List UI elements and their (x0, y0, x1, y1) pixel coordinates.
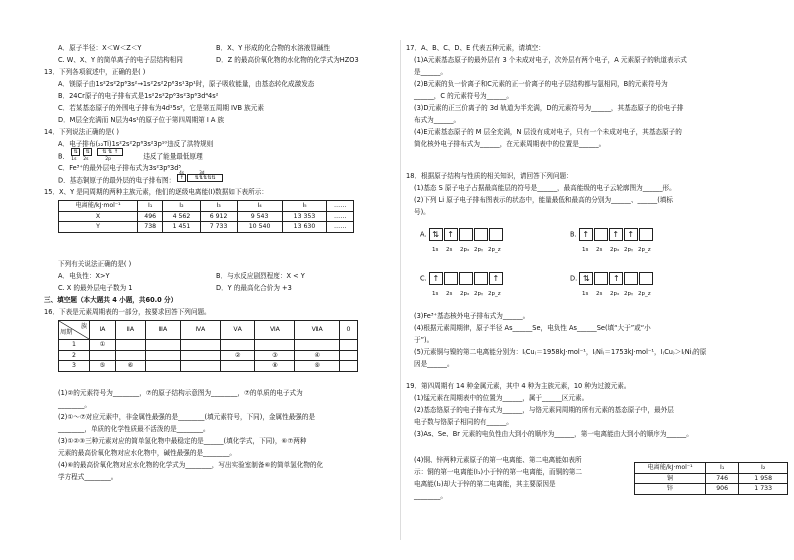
table-cell: 906 (706, 484, 739, 495)
q16-line-1: (1)②的元素符号为________，⑦的原子结构示意图为________，⑦的单质的电子式为 (58, 389, 303, 397)
table-cell (146, 361, 181, 372)
table-header-row (635, 463, 788, 474)
table-corner-cell (59, 321, 90, 340)
q14-b-orbitals: ⇅ ⇅ ⇅ ⇅ ↑ 1s 2s 2p (71, 152, 141, 161)
table-header-cell: I₂ (163, 201, 200, 212)
q15-option-b: B．与水反应剧烈程度：X < Y (216, 272, 305, 280)
q17-line-7: (4)E元素基态原子的 M 层全充满，N 层没有成对电子，只有一个未成对电子，其基态原子的 (414, 128, 682, 136)
table-cell: ② (220, 350, 255, 361)
orbital-label: 2p_z (638, 291, 651, 297)
q19-line-4: (3)As、Se、Br 元素的电负性由大到小的顺序为______，第一电离能由大到小的顺序为______。 (414, 430, 693, 438)
orbital-label: 1s (432, 247, 439, 253)
q17-line-2: 是______。 (414, 68, 447, 76)
table-cell (180, 340, 220, 351)
q18-part-5-cont: 因是______。 (414, 360, 454, 368)
table-cell: …… (327, 211, 354, 222)
q13-option-c: C．若某基态原子的外围电子排布为4d¹5s²，它是第五周期 IVB 族元素 (58, 104, 264, 112)
q14-d-orbitals: 4s 3d ↑ ⇅⇅⇅⇅⇅ (177, 176, 225, 185)
q15-option-a: A．电负性：X>Y (58, 272, 110, 280)
table-cell (146, 340, 181, 351)
q19-line-1: (1)锰元素在周期表中的位置为______，属于______区元素。 (414, 394, 589, 402)
q16-line-8: 学方程式________。 (58, 473, 118, 481)
q12-option-b: B．X、Y 形成的化合物的水溶液显碱性 (216, 44, 331, 52)
orbital-label: 2p_z (638, 247, 651, 253)
option-letter: C. (420, 274, 427, 283)
orbital-label: 2pₓ (460, 291, 470, 297)
orbital-option-b (570, 228, 654, 241)
table-row (59, 211, 354, 222)
group-header: ⅥA (255, 321, 295, 340)
group-header: ⅤA (220, 321, 255, 340)
table-cell (339, 361, 357, 372)
q14-option-a: A．电子排布(₂₂Ti)1s²2s²2p⁶3s²3p¹⁰违反了洪特规则 (58, 140, 214, 148)
table-header-cell: I₁ (138, 201, 163, 212)
orbital-box (594, 272, 608, 285)
q14-option-d (58, 170, 225, 186)
q15-stem: 15．X、Y 是同周期的两种主族元素，他们的逐级电离能(I)数据如下表所示： (44, 188, 268, 196)
q18-part-4: (4)根据元素周期律，原子半径 As______Se，电负性 As______Se(填“大于”或“小 (414, 324, 651, 332)
orbital-box (594, 228, 608, 241)
q18-part-4-cont: 于”)。 (414, 336, 434, 344)
q18-line-1: (1)基态 S 原子电子占据最高能层的符号是______，最高能级的电子云轮廓图为______形。 (414, 184, 676, 192)
corner-period-label: 周期 (60, 329, 73, 337)
q16-periodic-table (58, 320, 358, 372)
q17-line-6: 布式为______。 (414, 116, 461, 124)
q17-stem: 17．A、B、C、D、E 代表五种元素，请填空： (406, 44, 545, 52)
orbital-box (474, 272, 488, 285)
orbital-box: ↑ (579, 228, 593, 241)
q14-b-sub-2p: 2p (105, 157, 111, 162)
q13-option-b: B．24Cr原子的电子排布式是1s²2s²2p⁶3s²3p⁶3d⁴4s² (58, 92, 219, 100)
table-cell: 4 562 (163, 211, 200, 222)
orbital-label: 2pᵧ (474, 291, 484, 297)
q18-line-2: (2)下列 Li 原子电子排布图表示的状态中，能量最低和最高的分别为______、______(填标 (414, 196, 673, 204)
orbital-label: 2p_z (488, 247, 501, 253)
q19-part4-line-1: (4)铜、锌两种元素原子的第一电离能、第二电离能如表所 (414, 456, 582, 464)
orbital-labels-b (582, 246, 652, 256)
table-cell: 9 543 (237, 211, 282, 222)
table-header-row (59, 201, 354, 212)
table-cell: 铜 (635, 473, 706, 484)
group-header: 0 (339, 321, 357, 340)
q19-line-2: (2)基态铬原子的电子排布式为______，与铬元素同周期的所有元素的基态原子中，最外层 (414, 406, 674, 414)
q13-option-a: A．镁原子由1s²2s²2p⁶3s²→1s²2s²2p⁶3s¹3p¹时，原子吸收能量，由基态转化成激发态 (58, 80, 315, 88)
orbital-label: 1s (432, 291, 439, 297)
table-cell: ⑨ (295, 361, 339, 372)
q18-part-3: (3)Fe³⁺基态核外电子排布式为______。 (414, 312, 530, 320)
table-cell: 锌 (635, 484, 706, 495)
table-cell: 13 353 (282, 211, 327, 222)
orbital-label: 2s (596, 247, 603, 253)
q14-stem: 14．下列说法正确的是( ) (44, 128, 119, 136)
orbital-label: 1s (582, 291, 589, 297)
period-label: 1 (59, 340, 90, 351)
q17-line-3: (2)B元素的负一价离子和C元素的正一价离子的电子层结构都与氩相同，B的元素符号为 (414, 80, 668, 88)
period-label: 3 (59, 361, 90, 372)
orbital-box: ↑ (489, 272, 503, 285)
orbital-box (624, 272, 638, 285)
orbital-box (474, 228, 488, 241)
option-letter: B. (570, 230, 577, 239)
q19-stem: 19．第四周期有 14 种金属元素，其中 4 种为主族元素，10 种为过渡元素。 (406, 382, 631, 390)
q18-part-5: (5)元素铜与镍的第二电离能分别为：I₍Cu₎＝1958kJ·mol⁻¹，I₍Ni₎＝1753kJ·mol⁻¹，I₍Cu₎＞I₍Ni₎的原 (414, 348, 707, 356)
q16-line-3: (2)①～⑦对应元素中，非金属性最强的是________(填元素符号，下同)，金属性最强的是 (58, 413, 316, 421)
orbital-box: ↑ (624, 228, 638, 241)
q13-stem: 13．下列各项叙述中，正确的是( ) (44, 68, 146, 76)
table-cell: ⑥ (115, 361, 145, 372)
table-cell: 1 958 (739, 473, 788, 484)
orbital-labels-c (432, 290, 502, 300)
orbital-label: 2pₓ (460, 247, 470, 253)
q17-line-5: (3)D元素的正三价离子的 3d 轨道为半充满，D的元素符号为______，其基态原子的价电子排 (414, 104, 684, 112)
orbital-box (459, 228, 473, 241)
q16-line-5: (3)①②③三种元素对应的简单氢化物中最稳定的是______(填化学式，下同)，⑥⑦两种 (58, 437, 307, 445)
column-divider (400, 40, 401, 540)
table-cell: 746 (706, 473, 739, 484)
q14-b-text: 违反了能量最低原理 (143, 152, 203, 161)
table-cell: ③ (255, 350, 295, 361)
table-cell (180, 350, 220, 361)
table-header-cell: I₄ (237, 201, 282, 212)
orbital-label: 2s (596, 291, 603, 297)
q14-option-c: C．Fe³⁺的最外层电子排布式为3s²3p⁶3d⁵ (58, 164, 182, 172)
table-cell: 10 540 (237, 222, 282, 233)
q14-d-sub-4s: 4s (179, 170, 184, 175)
orbital-label: 2pₓ (610, 291, 620, 297)
q17-line-1: (1)A元素基态原子的最外层有 3 个未成对电子，次外层有两个电子，A 元素原子的轨道表示式 (414, 56, 687, 64)
q12-option-a: A．原子半径：X＜W＜Z＜Y (58, 44, 142, 52)
q15-option-d: D．Y 的最高化合价为 +3 (216, 284, 292, 292)
group-header: ⅣA (180, 321, 220, 340)
table-cell (180, 361, 220, 372)
orbital-labels-d (582, 290, 652, 300)
q19-part4-line-3: 电离能(I₂)却大于锌的第二电离能，其主要原因是 (414, 480, 556, 488)
table-cell (339, 350, 357, 361)
q16-line-4: ________，单质的化学性质最不活泼的是________。 (58, 425, 210, 433)
q14-b-prefix: B． (58, 152, 70, 161)
table-cell (255, 340, 295, 351)
table-row (59, 222, 354, 233)
table-cell: 7 733 (200, 222, 237, 233)
orbital-label: 2s (446, 291, 453, 297)
table-cell (115, 340, 145, 351)
orbital-label: 1s (582, 247, 589, 253)
q16-line-7: (4)⑥的最高价氧化物对应水化物的化学式为________，写出实验室制备⑥的简单氢化物的化 (58, 461, 324, 469)
orbital-label: 2pᵧ (474, 247, 484, 253)
orbital-box (489, 228, 503, 241)
q19-part4-line-2: 示：铜的第一电离能(I₁)小于锌的第一电离能，而铜的第二 (414, 468, 582, 476)
table-cell: 6 912 (200, 211, 237, 222)
group-header: ⅡA (115, 321, 145, 340)
orbital-box (459, 272, 473, 285)
table-cell (90, 350, 116, 361)
q14-b-sub-1s: 1s (71, 157, 77, 162)
q16-line-6: 元素的最高价氧化物对应水化物中，碱性最强的是________。 (58, 449, 237, 457)
q15-option-c: C. X 的最外层电子数为 1 (58, 284, 133, 292)
table-cell: 738 (138, 222, 163, 233)
q19-line-3: 电子数与铬原子相同的有______。 (414, 418, 513, 426)
group-header: ⅠA (90, 321, 116, 340)
q19-ionization-table (634, 462, 788, 495)
orbital-box: ↑ (609, 228, 623, 241)
q17-line-8: 简化核外电子排布式为______，在元素周期表中的位置是______。 (414, 140, 606, 148)
table-cell: 13 630 (282, 222, 327, 233)
table-cell: ① (90, 340, 116, 351)
orbital-labels-a (432, 246, 502, 256)
table-row (635, 473, 788, 484)
orbital-option-a (420, 228, 504, 241)
q14-b-sub-2s: 2s (83, 157, 89, 162)
section-3-heading: 三、填空题（本大题共 4 小题，共60.0 分） (44, 296, 178, 304)
orbital-box (639, 228, 653, 241)
option-letter: D. (570, 274, 578, 283)
q15-subquestion: 下列有关说法正确的是( ) (58, 260, 132, 268)
table-cell (339, 340, 357, 351)
q14-d-text: D．基态铜原子的最外层的电子排布图： (58, 176, 176, 185)
table-header-cell: …… (327, 201, 354, 212)
table-header-cell: 电离能/kJ·mol⁻¹ (59, 201, 138, 212)
table-cell (220, 340, 255, 351)
table-cell: ⑤ (90, 361, 116, 372)
corner-group-label: 族 (80, 323, 87, 330)
table-header-cell: I₁ (706, 463, 739, 474)
q16-line-2: ________。 (58, 401, 91, 409)
orbital-label: 2pᵧ (624, 247, 634, 253)
orbital-box: ↑ (444, 228, 458, 241)
q18-line-3: 号)。 (414, 208, 430, 216)
q12-option-c: C. W、X、Y 的简单离子的电子层结构相同 (58, 56, 183, 64)
q14-option-b (58, 149, 203, 162)
table-cell (115, 350, 145, 361)
table-cell (295, 340, 339, 351)
table-header-cell: I₃ (200, 201, 237, 212)
q15-ionization-table (58, 200, 354, 233)
orbital-box (639, 272, 653, 285)
orbital-box: ⇅ (579, 272, 593, 285)
orbital-label: 2s (446, 247, 453, 253)
orbital-box (444, 272, 458, 285)
table-row (635, 484, 788, 495)
table-header-row (59, 321, 358, 340)
q12-option-d: D．Z 的最高价氧化物的水化物的化学式为HZO3 (216, 56, 359, 64)
table-cell: 1 733 (739, 484, 788, 495)
table-row (59, 340, 358, 351)
q16-stem: 16．下表是元素周期表的一部分，按要求回答下列问题。 (44, 308, 211, 316)
q13-option-d: D．M层全充满而 N层为4s¹的原子位于第四周期第 I A 族 (58, 116, 225, 124)
orbital-label: 2pᵧ (624, 291, 634, 297)
table-cell: 1 451 (163, 222, 200, 233)
orbital-box: ↑ (429, 272, 443, 285)
group-header: ⅢA (146, 321, 181, 340)
table-cell (220, 361, 255, 372)
table-row (59, 350, 358, 361)
table-cell (146, 350, 181, 361)
option-letter: A. (420, 230, 427, 239)
table-header-cell: I₂ (739, 463, 788, 474)
q17-line-4: ______，C 的元素符号为______。 (414, 92, 514, 100)
table-cell: Y (59, 222, 138, 233)
table-header-cell: I₅ (282, 201, 327, 212)
table-row (59, 361, 358, 372)
q18-stem: 18．根据原子结构与性质的相关知识，请回答下列问题： (406, 172, 573, 180)
orbital-box: ↑ (609, 272, 623, 285)
table-cell: 496 (138, 211, 163, 222)
q19-part4-line-4: ________。 (414, 492, 447, 500)
period-label: 2 (59, 350, 90, 361)
q14-d-sub-3d: 3d (199, 170, 205, 175)
orbital-box: ⇅ (429, 228, 443, 241)
group-header: ⅦA (295, 321, 339, 340)
table-cell: ⑧ (255, 361, 295, 372)
orbital-option-c (420, 272, 504, 285)
orbital-label: 2pₓ (610, 247, 620, 253)
table-cell: ④ (295, 350, 339, 361)
table-header-cell: 电离能/kJ·mol⁻¹ (635, 463, 706, 474)
orbital-label: 2p_z (488, 291, 501, 297)
table-cell: X (59, 211, 138, 222)
orbital-option-d (570, 272, 654, 285)
table-cell: …… (327, 222, 354, 233)
